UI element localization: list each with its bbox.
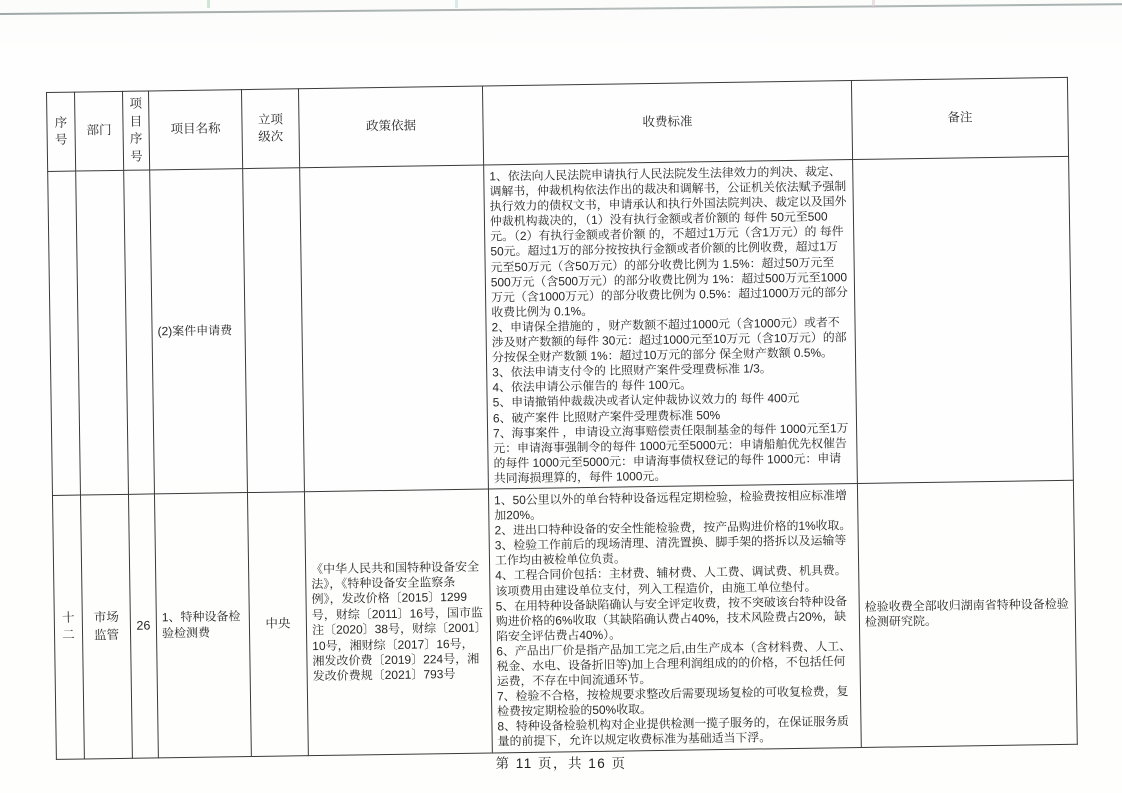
header-bumen: 部门	[75, 91, 124, 171]
cell-row2-remark: 检验收费全部收归湖南省特种设备检验检测研究院。	[857, 480, 1077, 747]
cell-row2-project-name: 1、特种设备检验检测费	[154, 493, 251, 758]
header-lixiang-jici: 立项级次	[241, 89, 299, 169]
header-remark: 备注	[851, 77, 1068, 159]
cell-row2-xiangmu-xuhao: 26	[128, 494, 158, 758]
scan-artifact-mark	[872, 0, 875, 8]
header-policy-basis: 政策依据	[298, 86, 483, 168]
cell-row1-bumen	[76, 170, 129, 495]
header-project-name: 项目名称	[148, 90, 242, 170]
table-row-special-equipment-fee	[52, 480, 1077, 759]
scan-artifact-mark	[455, 0, 458, 8]
fee-schedule-table	[46, 77, 1078, 760]
cell-row1-remark	[853, 156, 1074, 483]
cell-row1-project-name: (2)案件申请费	[150, 169, 248, 494]
cell-row2-xuhao: 十二	[52, 495, 84, 759]
fee-table-wrapper	[46, 77, 1078, 760]
cell-row1-policy-basis	[300, 165, 489, 492]
table-row-case-application-fee	[48, 156, 1074, 495]
cell-row1-lixiang-jici	[243, 168, 305, 493]
cell-row2-lixiang-jici: 中央	[247, 492, 308, 756]
header-xiangmu-xuhao: 项目序号	[122, 91, 149, 170]
table-header-row	[47, 77, 1069, 171]
cell-row2-policy-basis: 《中华人民共和国特种设备安全法》，《特种设备安全监察条例》，发改价格〔2015〕1299号，财综〔2011〕16号，国市监注〔2020〕38号，财综〔2001〕10号，湘财综〔2017〕16号，湘发改价费〔2019〕224号，湘发改价费规〔2021〕793号	[304, 489, 492, 755]
cell-row2-bumen: 市场监管	[80, 494, 132, 758]
cell-row2-fee-standard: 1、50公里以外的单台特种设备远程定期检验，检验费按相应标准增加20%。 2、进出口特种设备的安全性能检验费，按产品购进价格的1%收取。 3、检验工作前后的现场清理、清洗置换、脚手架的搭拆以及运输等工作均由被检单位负责。 4、工程合同价包括：主材费、辅材费、人工费、调试费、机具费。该项费用由建设单位支付，列入工程造价，由施工单位垫付。 5、在用特种设备缺陷确认与安全评定收费，按不突破该台特种设备购进价格的6%收取（其缺陷确认费占40%，技术风险费占20%，缺陷安全评估费占40%）。 6、产品出厂价是指产品加工完之后,由生产成本（含材料费、人工、税金、水电、设备折旧等)加上合理利润组成的的价格，不包括任何运费，不存在中间流通环节。 7、检验不合格，按检规要求整改后需要现场复检的可收复检费，复检费按定期检验的50%收取。 8、特种设备检验机构对企业提供检测一揽子服务的，在保证服务质量的前提下，允许以规定收费标准为基础适当下浮。	[488, 483, 861, 752]
scan-artifact-mark	[207, 0, 210, 8]
header-xuhao: 序号	[47, 92, 76, 171]
cell-row1-fee-standard: 1、依法向人民法院申请执行人民法院发生法律效力的判决、裁定、调解书，仲裁机构依法作出的裁决和调解书，公证机关依法赋予强制执行效力的债权文书，申请承认和执行外国法院判决、裁定以及国外仲裁机构裁决的，（1）没有执行金额或者价额的 每件 50元至500元。（2）有执行金额或者价额 的，不超过1万元（含1万元）的 每件 50元。超过1万的部分按按执行金额或者价额的比例收费，超过1万元至50万元（含50万元）的部分收费比例为 1.5%：超过50万元至500万元（含500万元）的部分收费比例为 1%：超过500万元至1000万元（含1000万元）的部分收费比例为 0.5%：超过1000万元的部分收费比例为 0.1%。 2、申请保全措施的 ，财产数额不超过1000元（含1000元）或者不涉及财产数额的每件 30元：超过1000元至10万元（含10万元）的部分按保全财产数额 1%：超过10万元的部分 保全财产数额 0.5%。 3、依法申请支付令的 比照财产案件受理费标准 1/3。 4、依法申请公示催告的 每件 100元。 5、申请撤销仲裁裁决或者认定仲裁协议效力的 每件 400元 6、破产案件 比照财产案件受理费标准 50% 7、海事案件 ，申请设立海事赔偿责任限制基金的每件 1000元至1万元：申请海事强制令的每件 1000元至5000元：申请船舶优先权催告的每件 1000元至5000元：申请海事债权登记的每件 1000元：申请共同海损理算的，每件 1000元。	[484, 160, 858, 489]
page-footer: 第 11 页，共 16 页	[495, 756, 627, 771]
header-fee-standard: 收费标准	[482, 81, 852, 165]
scan-artifact-line	[0, 3, 1122, 15]
